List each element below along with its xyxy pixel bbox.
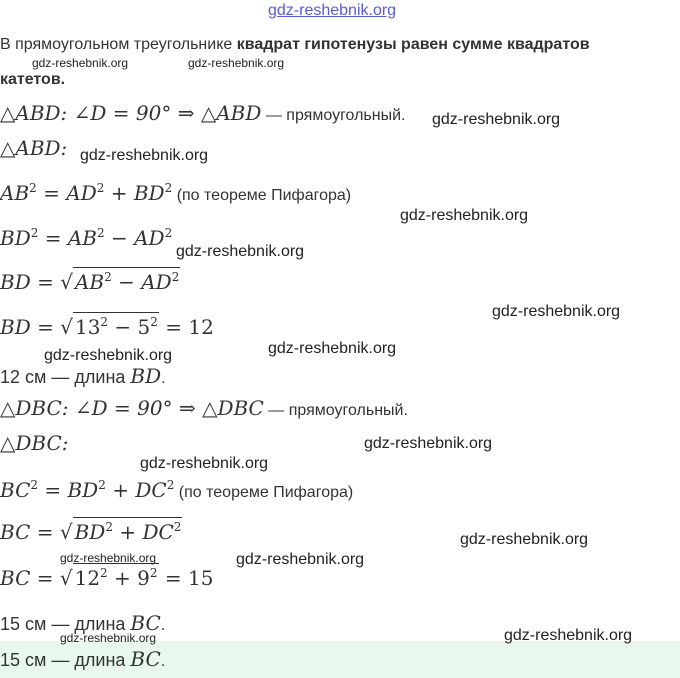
intro-prefix: В прямоугольном треугольнике <box>0 36 237 53</box>
result-bc: 15 см — длина BC. <box>0 611 166 635</box>
watermark: gdz-reshebnik.org <box>188 56 285 70</box>
pythagoras-note-2: (по теореме Пифагора) <box>178 484 354 501</box>
site-watermark-link[interactable]: gdz-reshebnik.org <box>268 2 397 19</box>
watermark: gdz-reshebnik.org <box>236 551 365 568</box>
watermark: gdz-reshebnik.org <box>492 303 621 320</box>
intro-bold-1: квадрат гипотенузы равен сумме квадратов <box>236 36 590 53</box>
rect-text-dbc: — прямоугольный. <box>263 402 408 419</box>
equation-bd-root: BD = √ $AB^2 - AD^2$ <box>0 270 180 294</box>
watermark: gdz-reshebnik.org <box>60 631 157 645</box>
statement-dbc <box>0 396 408 420</box>
equation-pythagoras-dbc: $BC^2 = BD^2 + DC^2$ (по теореме Пифагора) <box>0 478 354 502</box>
triangle-abd-condition: △ABD: ∠D = 90° ⇒ △ABD <box>0 101 262 125</box>
intro-line-1 <box>0 36 590 54</box>
equation-bc-root: BC = √ $BD^2 + DC^2$ <box>0 520 182 544</box>
rect-text-abd: — прямоугольный. <box>261 107 406 124</box>
watermark: gdz-reshebnik.org <box>364 435 493 452</box>
equation-bc-value: BC = √ $12^2 + 9^2 = 15$ <box>0 566 213 590</box>
triangle-abd-label: △ABD: <box>0 136 68 160</box>
statement-abd <box>0 101 405 125</box>
triangle-dbc-label: △DBC: <box>0 431 69 455</box>
watermark: gdz-reshebnik.org <box>60 551 157 565</box>
watermark: gdz-reshebnik.org <box>400 207 529 224</box>
watermark: gdz-reshebnik.org <box>32 56 129 70</box>
pythagoras-note-1: (по теореме Пифагора) <box>176 187 352 204</box>
equation-pythagoras-abd: $AB^2 = AD^2 + BD^2$ (по теореме Пифагора) <box>0 181 352 205</box>
watermark: gdz-reshebnik.org <box>460 531 589 548</box>
intro-line-2: катетов. <box>0 71 66 88</box>
watermark: gdz-reshebnik.org <box>176 243 305 260</box>
equation-bd-squared: $BD^2 = AB^2 - AD^2$ <box>0 226 173 250</box>
watermark: gdz-reshebnik.org <box>44 347 173 364</box>
equation-bd-value: BD = √ $13^2 - 5^2 = 12$ <box>0 315 214 339</box>
watermark: gdz-reshebnik.org <box>432 111 561 128</box>
result-bd: 12 см — длина BD. <box>0 364 166 388</box>
watermark: gdz-reshebnik.org <box>268 340 397 357</box>
triangle-dbc-condition: △DBC: ∠D = 90° ⇒ △DBC <box>0 396 264 420</box>
watermark: gdz-reshebnik.org <box>504 627 633 644</box>
watermark: gdz-reshebnik.org <box>140 455 269 472</box>
watermark: gdz-reshebnik.org <box>80 147 209 164</box>
answer-text: 15 см — длина BC. <box>0 647 166 671</box>
